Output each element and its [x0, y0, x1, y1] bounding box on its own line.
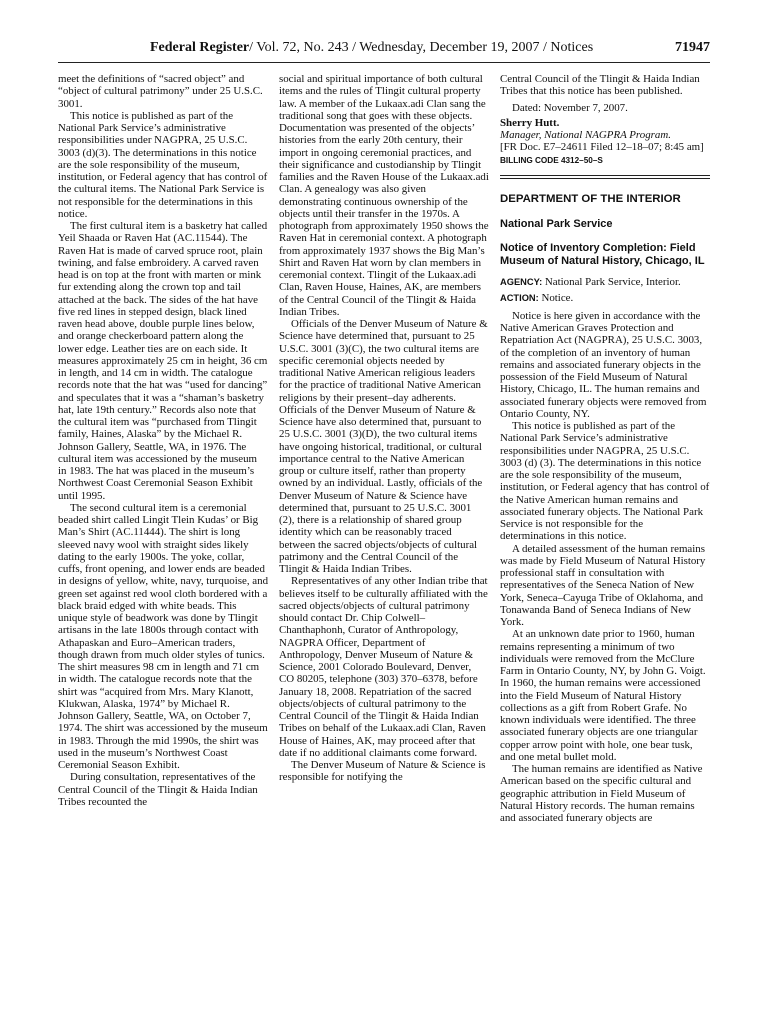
action-line: [500, 292, 710, 304]
fr-doc-line: [FR Doc. E7–24611 Filed 12–18–07; 8:45 am]: [500, 141, 704, 154]
action-label: ACTION:: [500, 292, 539, 303]
paragraph: This notice is published as part of the National Park Service’s administrative responsibilities under NAGPRA, 25 U.S.C. 3003 (d) (3). The determinations in this notice are the sole responsibility of the museum, institution, or Federal agency that has control of the Native American human remains and associated funerary objects. The National Park Service is not responsible for the determinations in this notice.: [500, 420, 710, 543]
page-header: [58, 40, 710, 60]
agency-line: [500, 276, 710, 288]
action-value: Notice.: [541, 291, 574, 304]
column-1: [58, 73, 268, 808]
paragraph: During consultation, representatives of the Central Council of the Tlingit & Haida Indian Tribes recounted the: [58, 771, 258, 808]
header-rule: [58, 62, 710, 63]
paragraph: The Denver Museum of Nature & Science is responsible for notifying the: [279, 759, 486, 784]
agency-heading: National Park Service: [500, 218, 613, 230]
section-rule: [500, 175, 710, 176]
issue-details: / Vol. 72, No. 243 / Wednesday, December 19, 2007 / Notices: [249, 40, 594, 55]
paragraph: Notice is here given in accordance with the Native American Graves Protection and Repatriation Act (NAGPRA), 25 U.S.C. 3003, of the completion of an inventory of human remains and associated funerary objects in the possession of the Field Museum of Natural History, Chicago, IL. The human remains and associated funerary objects were removed from Ontario County, NY.: [500, 309, 707, 420]
paragraph: The human remains are identified as Native American based on the specific cultural and geographic attribution in Field Museum of Natural History records. The human remains and associated funerary objects are: [500, 763, 703, 824]
agency-label: AGENCY:: [500, 277, 543, 288]
notice-heading: Notice of Inventory Completion: Field Museum of Natural History, Chicago, IL: [500, 242, 705, 268]
paragraph: This notice is published as part of the National Park Service’s administrative responsibilities under NAGPRA, 25 U.S.C. 3003 (d)(3). The determinations in this notice are the sole responsibility of the museum, institution, or Federal agency that has control of the cultural items. The National Park Service is not responsible for the determinations in this notice.: [58, 109, 268, 220]
billing-code: BILLING CODE 4312–50–S: [500, 155, 603, 165]
paragraph: meet the definitions of “sacred object” and “object of cultural patrimony” under 25 U.S.C. 3001.: [58, 73, 263, 110]
paragraph: Officials of the Denver Museum of Nature & Science have determined that, pursuant to 25 U.S.C. 3001 (3)(C), the two cultural items are specific ceremonial objects needed by traditional Native American religious leaders for the practice of traditional Native American religions by their present–day adherents. Officials of the Denver Museum of Nature & Science have also determined that, pursuant to 25 U.S.C. 3001 (3)(D), the two cultural items have ongoing historical, traditional, or cultural importance central to the Native American group or culture itself, rather than property owned by an individual. Lastly, officials of the Denver Museum of Nature & Science have determined that, pursuant to 25 U.S.C. 3001 (2), there is a relationship of shared group identity which can be reasonably traced between the sacred objects/objects of cultural patrimony and the Central Council of the Tlingit & Haida Indian Tribes.: [279, 318, 488, 575]
column-2: [279, 73, 489, 784]
column-3: [500, 73, 710, 824]
agency-value: National Park Service, Interior.: [544, 276, 681, 289]
paragraph: Central Council of the Tlingit & Haida Indian Tribes that this notice has been published.: [500, 73, 700, 98]
signer-title: Manager, National NAGPRA Program.: [500, 129, 671, 141]
publication-name: Federal Register: [150, 40, 250, 55]
dated-line: Dated: November 7, 2007.: [512, 101, 628, 114]
paragraph: At an unknown date prior to 1960, human remains representing a minimum of two individuals were removed from the McClure Farm in Ontario County, NY, by John G. Voigt. In 1960, the human remains were accessioned into the Field Museum of Natural History collections as a gift from Robert Grafe. No known individuals were identified. The three associated funerary objects are one triangular copper arrow point with hole, one bear tusk, and one metal bullet mold.: [500, 628, 706, 763]
department-heading: DEPARTMENT OF THE INTERIOR: [500, 192, 681, 205]
running-title: [150, 40, 593, 56]
section-rule: [500, 178, 710, 179]
signer-name: Sherry Hutt.: [500, 116, 560, 129]
paragraph: Representatives of any other Indian tribe that believes itself to be culturally affiliated with the sacred objects/objects of cultural patrimony should contact Dr. Chip Colwell–Chanthaphonh, Curator of Anthropology, NAGPRA Officer, Department of Anthropology, Denver Museum of Nature & Science, 2001 Colorado Boulevard, Denver, CO 80205, telephone (303) 370–6378, before January 18, 2008. Repatriation of the sacred objects/objects of cultural patrimony to the Central Council of the Tlingit & Haida Indian Tribes on behalf of the Lukaax.adi Clan, Raven House of Haines, AK, may proceed after that date if no additional claimants come forward.: [279, 575, 488, 759]
paragraph: The first cultural item is a basketry hat called Yeil Shaada or Raven Hat (AC.11544). The Raven Hat is made of carved spruce root, plain twining, and false embroidery. A carved raven head is on top at the front with marten or mink fur extending along the crown top and tail attached at the back. The sides of the hat have five red lines in stepped design, black lined raven head above, double purple lines below, and orange checkerboard pattern along the lower edge. Leather ties are on each side. It measures approximately 25 cm in height, 36 cm in length, and 14 cm in width. The catalogue records note that the hat was “used for dancing” and speculates that it was a “shaman’s basketry hat, late 19th century.” Records also note that the cultural item was “purchased from Tlingit family, Haines, Alaska” by the Michael R. Johnson Gallery, Seattle, WA, in 1976. The cultural item was accessioned by the museum in 1983. The hat was placed in the museum’s Northwest Coast Ceremonial Season Exhibit until 1995.: [58, 220, 268, 502]
page-number: 71947: [675, 40, 710, 55]
paragraph: The second cultural item is a ceremonial beaded shirt called Lingit Tlein Kudas’ or Big Man’s Shirt (AC.11444). The shirt is long sleeved navy wool with straight sides likely dating to the early 1900s. The yoke, collar, cuffs, front opening, and lower ends are beaded in designs of yellow, white, navy, turquoise, and green set against red wool cloth bordered with a black braid edged with white beads. This unique style of beadwork was done by Tlingit artisans in the late 1800s through contact with Athapaskan and Euro–American traders, though drawn from much older styles of tunics. The shirt measures 98 cm in length and 71 cm in width. The catalogue records note that the shirt was “acquired from Mrs. Mary Klanott, Klukwan, Alaska, 1974” by Michael R. Johnson Gallery, Seattle, WA, on October 7, 1974. The shirt was accessioned by the museum in 1983. Through the mid 1990s, the shirt was used in the museum’s Northwest Coast Ceremonial Season Exhibit.: [58, 501, 269, 771]
paragraph: A detailed assessment of the human remains was made by Field Museum of Natural History professional staff in consultation with representatives of the Seneca Nation of New York, Seneca–Cayuga Tribe of Oklahoma, and Tonawanda Band of Seneca Indians of New York.: [500, 542, 706, 628]
paragraph: social and spiritual importance of both cultural items and the rules of Tlingit cultural property law. A member of the Lukaax.adi Clan sang the traditional song that goes with these objects. Documentation was presented of the objects’ histories from the early 20th century, their import in ongoing ceremonial practices, and their significance and custodianship by Tlingit families and the Raven House of the Lukaax.adi Clan. A genealogy was also given demonstrating continuous ownership of the objects until their transfer in the 1970s. A photograph from approximately 1950 shows the Raven Hat in ceremonial context. A photograph from approximately 1937 shows the Big Man’s Shirt and Raven Hat worn by clan members in ceremonial context. Tlingit of the Lukaax.adi Clan, Raven House, Haines, AK, are members of the Central Council of the Tlingit & Haida Indian Tribes.: [279, 73, 489, 318]
